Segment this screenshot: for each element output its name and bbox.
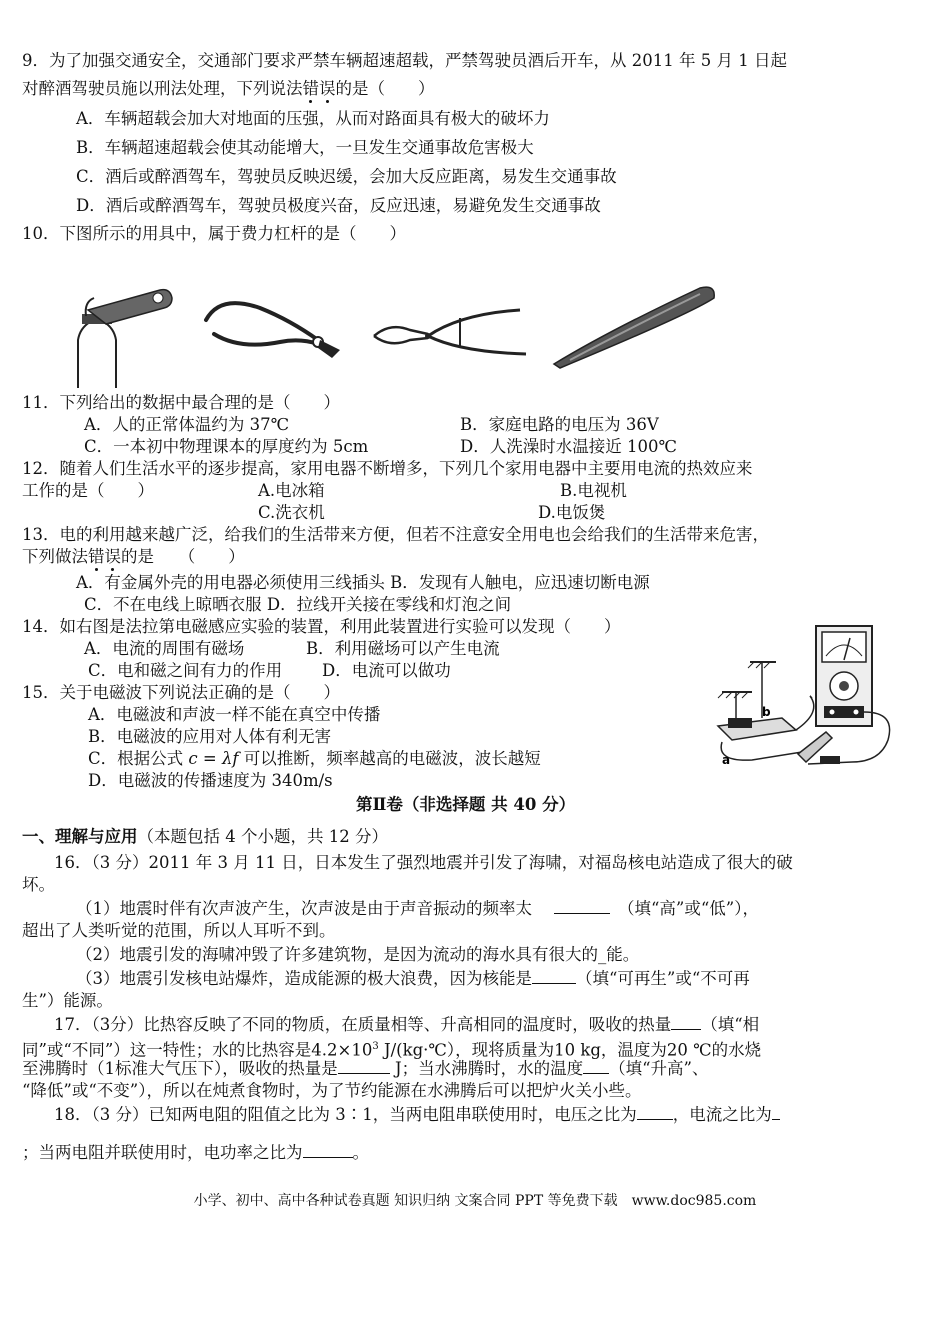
q11-option-d: D．人洗澡时水温接近 100℃ <box>460 437 677 456</box>
q14-option-d: D．电流可以做功 <box>322 661 451 680</box>
q14-option-a: A．电流的周围有磁场 <box>84 639 245 658</box>
q18-blank3[interactable] <box>303 1143 353 1158</box>
section1-heading: 一、理解与应用（本题包括 4 个小题，共 12 分） <box>22 827 388 846</box>
q16-stem-line2: 坏。 <box>22 875 55 894</box>
q14-stem: 14．如右图是法拉第电磁感应实验的装置，利用此装置进行实验可以发现（ ） <box>22 617 621 636</box>
q11-option-c: C．一本初中物理课本的厚度约为 5cm <box>84 437 369 456</box>
q15-option-b: B．电磁波的应用对人体有利无害 <box>88 727 332 746</box>
q18-blank1[interactable] <box>637 1105 673 1120</box>
q16-part2: （2）地震引发的海啸冲毁了许多建筑物，是因为流动的海水具有很大的_能。 <box>76 945 640 964</box>
q9-stem-line2: 对醉酒驾驶员施以刑法处理，下列说法错误的是（ ） <box>22 79 435 98</box>
q16-blank1[interactable] <box>554 899 610 914</box>
q11-option-b: B．家庭电路的电压为 36V <box>460 415 659 434</box>
q12-option-d: D.电饭煲 <box>538 503 606 522</box>
q12-option-b: B.电视机 <box>560 481 627 500</box>
q14-option-b: B．利用磁场可以产生电流 <box>306 639 500 658</box>
q11-stem: 11．下列给出的数据中最合理的是（ ） <box>22 393 340 412</box>
q9-option-b: B．车辆超速超载会使其动能增大，一旦发生交通事故危害极大 <box>76 138 534 157</box>
q9-option-c: C．酒后或醉酒驾车，驾驶员反映迟缓，会加大反应距离，易发生交通事故 <box>76 167 617 186</box>
page-footer: 小学、初中、高中各种试卷真题 知识归纳 文案合同 PPT 等免费下载 www.doc985.com <box>193 1193 757 1209</box>
q18-blank2[interactable] <box>772 1105 780 1120</box>
q16-part3-cont: 生”）能源。 <box>22 991 113 1010</box>
q13-options-ab: A．有金属外壳的用电器必须使用三线插头 B．发现有人触电，应迅速切断电源 <box>76 573 650 592</box>
q13-stem-line1: 13．电的利用越来越广泛，给我们的生活带来方便，但若不注意安全用电也会给我们的生活带来危害， <box>22 525 769 544</box>
q10-stem: 10．下图所示的用具中，属于费力杠杆的是（ ） <box>22 224 406 243</box>
q15-option-d: D．电磁波的传播速度为 340m/s <box>88 771 333 790</box>
q17-blank1[interactable] <box>671 1015 701 1030</box>
bottle-opener-icon <box>70 280 180 390</box>
q14-option-c: C．电和磁之间有力的作用 <box>88 661 283 680</box>
q9-stem-line1: 9．为了加强交通安全，交通部门要求严禁车辆超速超载，严禁驾驶员酒后开车，从 2011 年 5 月 1 日起 <box>22 51 787 70</box>
q16-blank3[interactable] <box>532 969 576 984</box>
q16-stem-line1: 16．（3 分）2011 年 3 月 11 日，日本发生了强烈地震并引发了海啸，对福岛核电站造成了很大的破 <box>54 853 793 872</box>
label-a: a <box>722 753 731 767</box>
q12-option-a: A.电冰箱 <box>258 481 325 500</box>
q13-stem-line2: 下列做法错误的是 （ ） <box>22 547 245 566</box>
q15-stem: 15．关于电磁波下列说法正确的是（ ） <box>22 683 340 702</box>
q9-option-a: A．车辆超载会加大对地面的压强，从而对路面具有极大的破坏力 <box>76 109 550 128</box>
q9-option-d: D．酒后或醉酒驾车，驾驶员极度兴奋，反应迅速，易避免发生交通事故 <box>76 196 601 215</box>
q18-line2: ；当两电阻并联使用时，电功率之比为 。 <box>22 1143 369 1162</box>
pliers-icon <box>200 290 350 370</box>
tweezers-icon <box>550 280 720 370</box>
q17-line4: “降低”或“不变”），所以在炖煮食物时，为了节约能源在水沸腾后可以把炉火关小些。 <box>22 1081 642 1100</box>
q12-option-c: C.洗衣机 <box>258 503 325 522</box>
q12-stem-line2: 工作的是（ ） <box>22 481 154 500</box>
q18-line1: 18．（3 分）已知两电阻的阻值之比为 3∶1，当两电阻串联使用时，电压之比为 ，电流之比为 <box>54 1104 780 1126</box>
q16-part1: （1）地震时伴有次声波产生，次声波是由于声音振动的频率太 （填“高”或“低”）， <box>76 899 759 918</box>
q15-option-a: A．电磁波和声波一样不能在真空中传播 <box>88 705 381 724</box>
label-b: b <box>762 705 771 719</box>
q17-line2: 同”或“不同”）这一特性；水的比热容是$4.2\times 10^3$ J/(kg·℃），现将质量为10 kg，温度为20 ℃的水烧 <box>22 1040 762 1060</box>
part2-title: 第Ⅱ卷（非选择题 共 40 分） <box>356 795 576 814</box>
q12-stem-line1: 12．随着人们生活水平的逐步提高，家用电器不断增多，下列几个家用电器中主要用电流的热效应来 <box>22 459 753 478</box>
q15-option-c: C．根据公式 c = λf 可以推断，频率越高的电磁波，波长越短 <box>88 749 541 768</box>
q13-options-cd: C．不在电线上晾晒衣服 D．拉线开关接在零线和灯泡之间 <box>84 595 512 614</box>
q16-part3: （3）地震引发核电站爆炸，造成能源的极大浪费，因为核能是 （填“可再生”或“不可再 <box>76 969 750 988</box>
q17-blank3[interactable] <box>583 1059 609 1074</box>
q17-blank2[interactable] <box>338 1059 390 1074</box>
scissors-icon <box>370 308 530 363</box>
q11-option-a: A．人的正常体温约为 37℃ <box>84 415 290 434</box>
q17-line3: 至沸腾时（1标准大气压下），吸收的热量是 J；当水沸腾时，水的温度 （填“升高”、 <box>22 1059 709 1078</box>
q17-line1: 17．（3分）比热容反映了不同的物质，在质量相等、升高相同的温度时，吸收的热量 （填“相 <box>54 1015 760 1034</box>
q16-part1-cont: 超出了人类听觉的范围，所以人耳听不到。 <box>22 921 336 940</box>
electromagnetic-induction-apparatus-icon <box>712 622 912 772</box>
